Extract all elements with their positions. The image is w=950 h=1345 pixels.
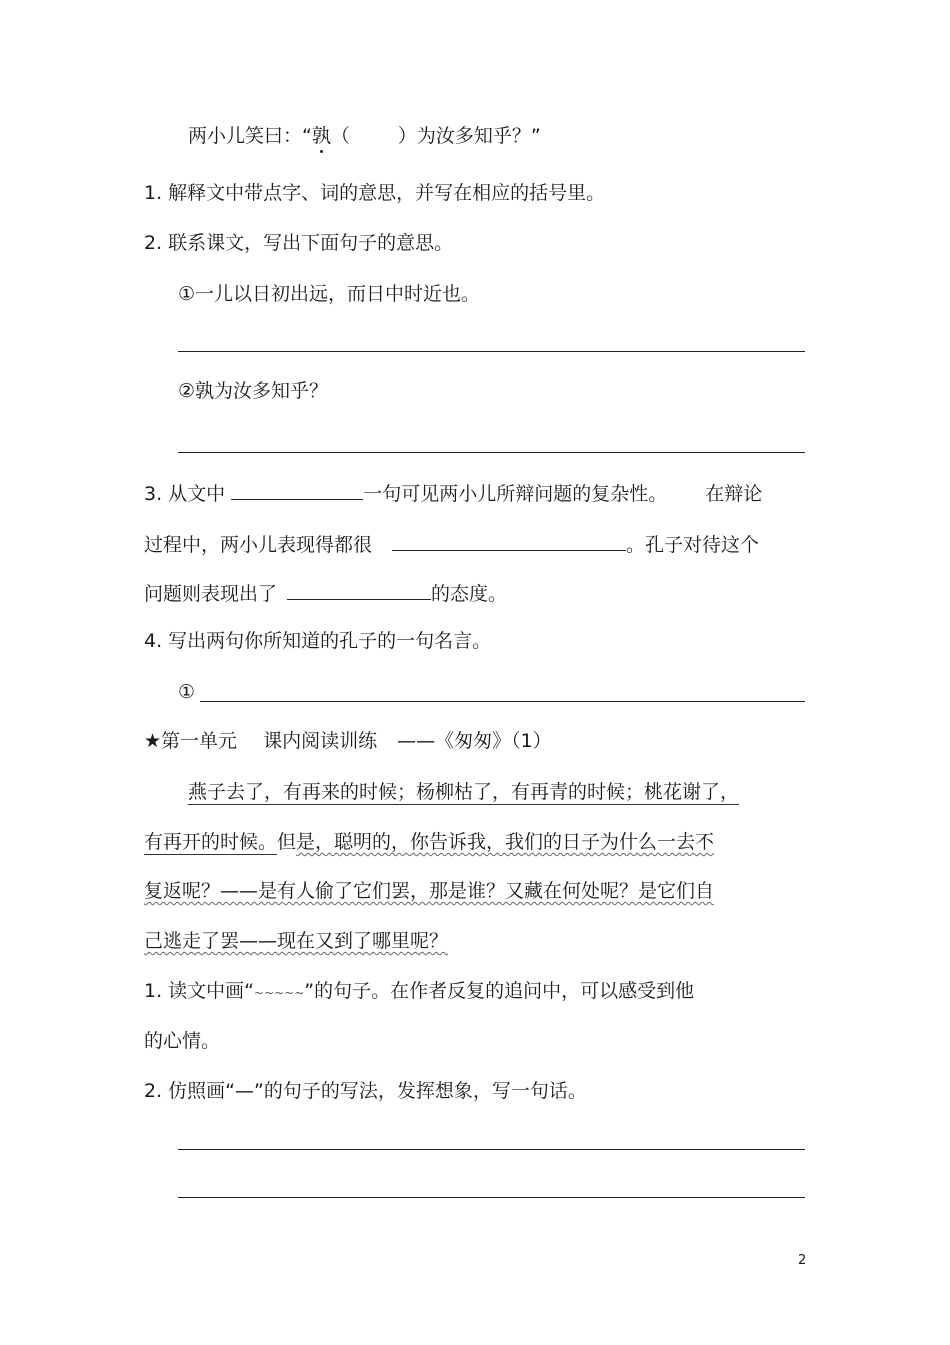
star-icon: ★ [144, 730, 162, 752]
passage-2-line-3: 复返呢？——是有人偷了它们罢，那是谁？又藏在何处呢？是它们自 [144, 880, 715, 902]
passage-2-line-4: 己逃走了罢——现在又到了哪里呢？ [144, 930, 449, 952]
question-6: 2. 仿照画“—”的句子的写法，发挥想象，写一句话。 [144, 1080, 587, 1102]
answer-line[interactable] [200, 701, 805, 702]
answer-line[interactable] [178, 351, 805, 352]
passage-2-line-2: 有再开的时候。但是，聪明的，你告诉我，我们的日子为什么一去不 [144, 831, 715, 853]
answer-line[interactable] [178, 1197, 805, 1198]
answer-line[interactable] [178, 452, 805, 453]
passage-line: 两小儿笑曰：“孰（ ）为汝多知乎？” [188, 125, 541, 147]
question-2-sentence-2: ②孰为汝多知乎？ [178, 380, 329, 402]
question-5-continued: 的心情。 [144, 1030, 221, 1052]
question-3-line-3: 问题则表现出了 的态度。 [144, 579, 507, 607]
question-2: 2. 联系课文，写出下面句子的意思。 [144, 232, 454, 254]
question-1: 1. 解释文中带点字、词的意思，并写在相应的括号里。 [144, 182, 606, 204]
question-3-line-2: 过程中，两小儿表现得都很 。孔子对待这个 [144, 530, 759, 558]
passage-2-line-1: 燕子去了，有再来的时候；杨柳枯了，有再青的时候；桃花谢了， [188, 781, 740, 803]
question-2-sentence-1: ①一儿以日初出远，而日中时近也。 [178, 283, 481, 305]
question-4-item-1: ① [178, 681, 196, 703]
section-title: ★第一单元 课内阅读训练 ——《匆匆》（1） [144, 730, 552, 752]
answer-blank[interactable] [231, 479, 363, 500]
dotted-char: 孰 [311, 125, 331, 147]
question-3-line-1: 3. 从文中 一句可见两小儿所辩问题的复杂性。 在辩论 [144, 479, 762, 507]
answer-blank[interactable] [287, 579, 431, 600]
wavy-line-mark: ~~~~~ [254, 986, 305, 1000]
answer-line[interactable] [178, 1149, 805, 1150]
answer-blank[interactable] [392, 530, 626, 551]
question-5: 1. 读文中画“~~~~~”的句子。在作者反复的追问中，可以感受到他 [144, 980, 695, 1002]
question-4: 4. 写出两句你所知道的孔子的一句名言。 [144, 630, 492, 652]
page-number: 2 [798, 1253, 807, 1268]
